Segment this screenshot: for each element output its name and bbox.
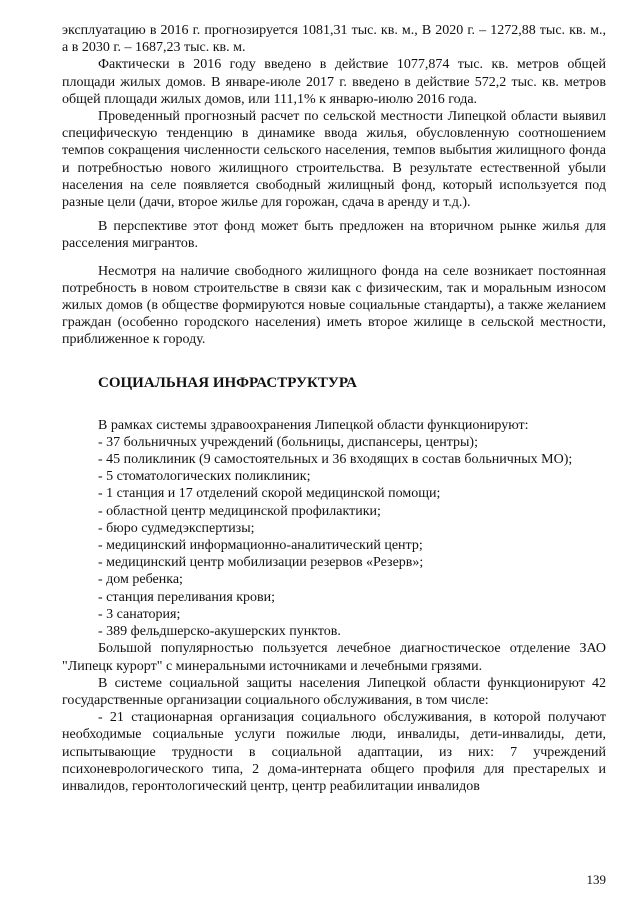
list-item: - медицинский информационно-аналитический центр;	[98, 538, 423, 554]
list-item: - 3 санатория;	[98, 606, 181, 622]
list-item: - областной центр медицинской профилактики;	[98, 503, 381, 519]
paragraph-new-construction: Несмотря на наличие свободного жилищного фонда на селе возникает постоянная потребность в новом строительстве в связи как с физическим, так и моральным износом жилых домов (в обществе формируются новые социальные стандарты), а также желанием граждан (особенно городского населения) иметь второе жилище в сельской местности, приближенное к городу.	[62, 263, 606, 348]
health-facilities-list	[62, 434, 606, 640]
list-item: - 45 поликлиник (9 самостоятельных и 36 входящих в состав больничных МО);	[98, 452, 573, 468]
section-heading: СОЦИАЛЬНАЯ ИНФРАСТРУКТУРА	[98, 374, 357, 391]
paragraph-health-intro: В рамках системы здравоохранения Липецкой области функционируют:	[98, 417, 529, 433]
paragraph-social-protection: В системе социальной защиты населения Липецкой области функционируют 42 государственные организации социального обслуживания, в том числе:	[62, 675, 606, 708]
page-number: 139	[586, 872, 606, 887]
paragraph-stationary-orgs: - 21 стационарная организация социального обслуживания, в которой получают необходимые социальные услуги пожилые люди, инвалиды, дети-инвалиды, дети, испытывающие трудности в социальной адаптации, из них: 7 учреждений психоневрологического типа, 2 дома-интерната общего профиля для престарелых и инвалидов, геронтологический центр, центр реабилитации инвалидов	[62, 710, 606, 794]
paragraph-rural-forecast: Проведенный прогнозный расчет по сельской местности Липецкой области выявил специфическую тенденцию в динамике ввода жилья, обусловленную соотношением темпов сокращения численности сельского населения, темпов выбытия жилищного фонда и потребностью нового жилищного строительства. В результате естественной убыли населения на селе появляется свободный жилищный фонд, который используется под разные цели (дачи, второе жилье для горожан, сдача в аренду и т.д.).	[62, 109, 606, 211]
paragraph-secondary-market: В перспективе этот фонд может быть предложен на вторичном рынке жилья для расселения мигрантов.	[62, 219, 606, 252]
list-item: - 1 станция и 17 отделений скорой медицинской помощи;	[98, 486, 441, 502]
list-item: - 389 фельдшерско-акушерских пунктов.	[98, 624, 341, 640]
list-item: - 5 стоматологических поликлиник;	[98, 469, 311, 485]
list-item: - 37 больничных учреждений (больницы, диспансеры, центры);	[98, 434, 478, 450]
paragraph-actual-2016: Фактически в 2016 году введено в действие 1077,874 тыс. кв. метров общей площади жилых домов. В январе-июле 2017 г. введено в действие 572,2 тыс. кв. метров общей площади жилых домов, или 111,1% к январю-июлю 2016 года.	[62, 57, 606, 107]
list-item: - станция переливания крови;	[98, 589, 276, 605]
list-item: - дом ребенка;	[98, 572, 183, 588]
list-item: - бюро судмедэкспертизы;	[98, 520, 255, 536]
list-item: - медицинский центр мобилизации резервов «Резерв»;	[98, 555, 424, 571]
paragraph-resort: Большой популярностью пользуется лечебное диагностическое отделение ЗАО "Липецк курорт" с минеральными источниками и лечебными грязями.	[62, 641, 606, 674]
paragraph-continuation: эксплуатацию в 2016 г. прогнозируется 1081,31 тыс. кв. м., В 2020 г. – 1272,88 тыс. кв. м., а в 2030 г. – 1687,23 тыс. кв. м.	[62, 23, 606, 56]
